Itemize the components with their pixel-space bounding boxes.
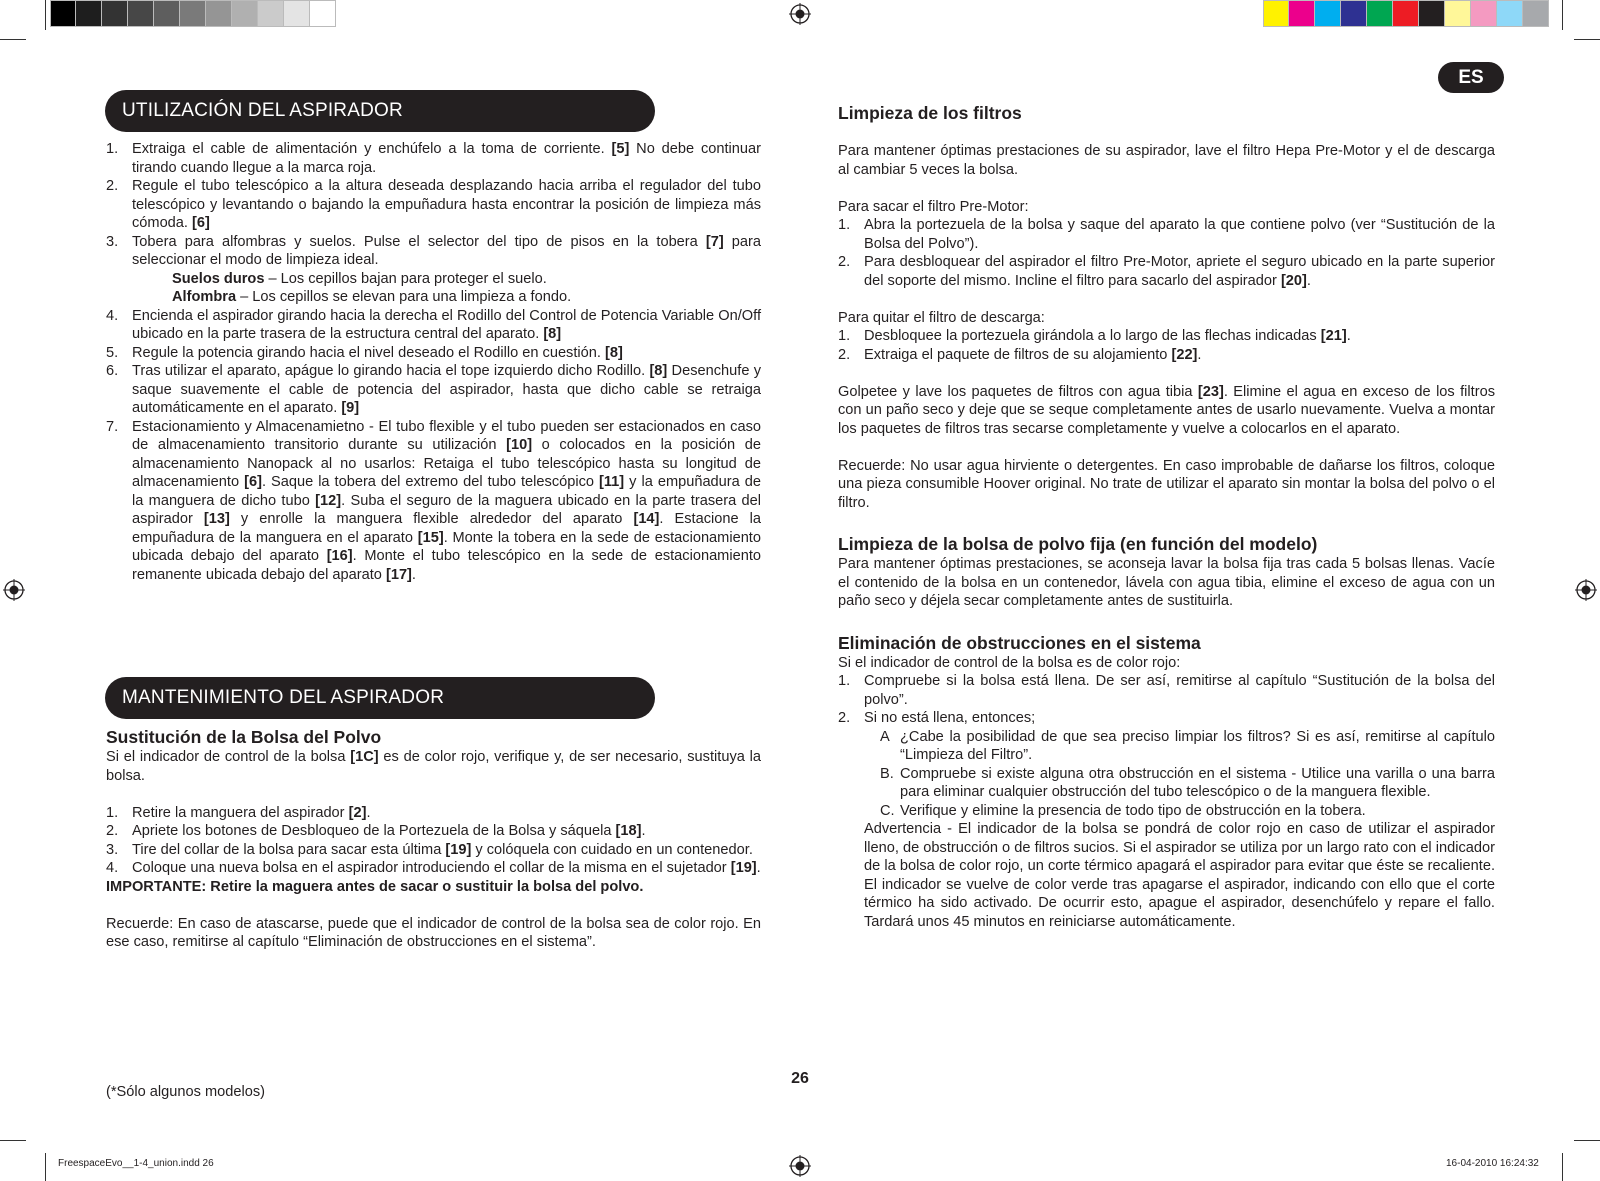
color-calibration-bar (1263, 0, 1549, 28)
text-run: Abra la portezuela de la bolsa y saque del aparato la que contiene polvo (ver “Sustitución de la Bolsa del Polvo”). (864, 217, 1495, 252)
figure-reference: [13] (203, 511, 230, 527)
list-item-text (132, 363, 761, 416)
calibration-swatch (1523, 0, 1549, 27)
list-item-text (132, 842, 753, 858)
figure-reference: [6] (244, 474, 262, 490)
figure-reference: [1C] (350, 749, 379, 765)
floor-mode-description: – Los cepillos se elevan para una limpieza a fondo. (236, 289, 572, 305)
sub-list-item (864, 728, 1495, 765)
text-run: y enrolle la manguera flexible alrededor del aparato (229, 511, 634, 527)
list-item-text (864, 217, 1495, 252)
floor-mode-description: – Los cepillos bajan para proteger el suelo. (264, 270, 547, 287)
registration-mark-icon (3, 579, 25, 601)
figure-reference: [5] (611, 141, 630, 157)
list-number: 1. (838, 217, 851, 233)
list-number: 2. (838, 346, 851, 363)
text-run: Desenchufe y saque suavemente el cable de potencia del aspirador, hasta que dicho cable se retraiga automáticamente en el aparato. (132, 363, 762, 416)
text-run: para seleccionar el modo de limpieza ideal. (132, 233, 761, 268)
crop-mark (45, 1153, 46, 1181)
figure-reference: [9] (341, 400, 360, 416)
list-number: 2. (838, 254, 851, 270)
crop-mark (45, 0, 46, 30)
obstruction-intro: Si el indicador de control de la bolsa es de color rojo: (838, 654, 1181, 671)
figure-reference: [8] (605, 344, 623, 361)
list-number: 2. (106, 178, 119, 194)
fixed-bag-title: Limpieza de la bolsa de polvo fija (en función del modelo) (838, 534, 1318, 554)
filters-remember-note: Recuerde: No usar agua hirviente o detergentes. En caso improbable de dañarse los filtros, coloque una pieza consumible Hoover original. No trate de utilizar el aparato sin montar la bolsa del polvo o el filtro. (838, 457, 1495, 511)
list-item (838, 672, 1495, 709)
text-run: Retire la manguera del aspirador (132, 804, 349, 821)
list-number: 4. (106, 307, 119, 324)
print-slug-file: FreespaceEvo__1-4_union.indd 26 (58, 1158, 214, 1169)
text-run: Apriete los botones de Desbloqueo de la Portezuela de la Bolsa y sáquela (132, 823, 616, 839)
text-run: Regule el tubo telescópico a la altura deseada desplazando hacia arriba el regulador del tubo telescópico y levantando o bajando la empuñadura hasta encontrar la posición de limpieza más cómoda. (132, 178, 761, 231)
right-column (838, 102, 1495, 931)
remember-note: Recuerde: En caso de atascarse, puede que el indicador de control de la bolsa sea de color rojo. En ese caso, remitirse al capítulo “Eliminación de obstrucciones en el sistema”. (106, 915, 761, 950)
list-item (838, 327, 1495, 346)
calibration-swatch (1289, 0, 1315, 27)
text-run: Tire del collar de la bolsa para sacar esta última (132, 841, 446, 858)
floor-mode-name: Alfombra (172, 289, 237, 305)
figure-reference: [21] (1320, 328, 1347, 344)
text-run: Si el indicador de control de la bolsa (106, 749, 351, 765)
figure-reference: [10] (506, 437, 533, 453)
obstruction-steps-list (838, 672, 1495, 728)
exhaust-label: Para quitar el filtro de descarga: (838, 309, 1045, 326)
wash-paragraph (838, 383, 1495, 439)
list-item-text (132, 308, 761, 343)
text-run: y colóquela con cuidado en un contenedor. (471, 841, 753, 858)
calibration-swatch (154, 0, 180, 27)
list-item (106, 362, 761, 418)
calibration-swatch (284, 0, 310, 27)
calibration-swatch (1497, 0, 1523, 27)
sub-list-letter: B. (880, 765, 894, 782)
premotor-label: Para sacar el filtro Pre-Motor: (838, 198, 1029, 215)
figure-reference: [18] (615, 823, 642, 839)
list-item (106, 140, 761, 177)
list-number: 1. (838, 328, 851, 344)
calibration-swatch (76, 0, 102, 27)
sub-list-text: Compruebe si existe alguna otra obstrucción en el sistema - Utilice una varilla o una barra para eliminar cualquier obstrucción del tubo telescópico o de la manguera flexible. (900, 765, 1495, 800)
list-number: 5. (106, 344, 119, 361)
text-run: Tobera para alfombras y suelos. Pulse el selector del tipo de pisos en la tobera (132, 233, 706, 250)
important-note: IMPORTANTE: Retire la maguera antes de sacar o sustituir la bolsa del polvo. (106, 878, 644, 895)
calibration-swatch (50, 0, 76, 27)
text-run: Para desbloquear del aspirador el filtro Pre-Motor, apriete el seguro ubicado en la parte superior del soporte del mismo. Incline el filtro para sacarlo del aspirador (864, 254, 1495, 289)
obstruction-title: Eliminación de obstrucciones en el sistema (838, 632, 1201, 653)
text-run: Encienda el aspirador girando hacia la derecha el Rodillo del Control de Potencia Variable On/Off ubicado en la parte trasera de la estructura central del aparato. (132, 307, 761, 342)
section-header-maintenance: MANTENIMIENTO DEL ASPIRADOR (105, 677, 655, 719)
text-run: es de color rojo, verifique y, de ser necesario, sustituya la bolsa. (106, 749, 761, 784)
calibration-swatch (128, 0, 154, 27)
text-run: . (641, 823, 646, 839)
figure-reference: [19] (730, 860, 757, 876)
list-number: 2. (106, 823, 119, 839)
figure-reference: [23] (1197, 383, 1224, 400)
crop-mark (1574, 1140, 1600, 1141)
list-item (838, 216, 1495, 253)
calibration-swatch (1471, 0, 1497, 27)
text-run: . (366, 804, 371, 821)
text-run: . Monte el tubo telescópico en la sede de estacionamiento remanente ubicada debajo del aparato (132, 548, 761, 583)
fixed-bag-text: Para mantener óptimas prestaciones, se aconseja lavar la bolsa fija tras cada 5 bolsas llenas. Vacíe el contenido de la bolsa en un contenedor, lávela con agua tibia, elimine el exceso de agua con un paño seco y déjela secar completamente antes de sustituirla. (838, 556, 1495, 609)
text-run: . (1306, 272, 1311, 289)
text-run: Estacionamiento y Almacenamietno - El tubo flexible y el tubo pueden ser estacionados en caso de almacenamiento transitorio durante su utilización (132, 418, 761, 453)
figure-reference: [16] (326, 548, 353, 564)
text-run: Extraiga el cable de alimentación y enchúfelo a la toma de corriente. (132, 141, 612, 157)
list-item (838, 346, 1495, 365)
text-run: y la empuñadura de la manguera de dicho tubo (132, 474, 762, 509)
footnote: (*Sólo algunos modelos) (106, 1084, 265, 1100)
sub-list-letter: C. (880, 802, 895, 819)
list-item-text: Compruebe si la bolsa está llena. De ser así, remitirse al capítulo “Sustitución de la bolsa del polvo”. (864, 673, 1495, 708)
premotor-steps-list (838, 216, 1495, 290)
calibration-swatch (232, 0, 258, 27)
list-item-text (132, 419, 761, 583)
sub-list-item (864, 802, 1495, 821)
text-run: Tras utilizar el aparato, apágue lo girando hacia el tope izquierdo dicho Rodillo. (132, 363, 650, 379)
text-run: Desbloquee la portezuela girándola a lo largo de las flechas indicadas (864, 328, 1321, 344)
calibration-swatch (180, 0, 206, 27)
warning-text: Advertencia - El indicador de la bolsa se pondrá de color rojo en caso de utilizar el aspirador lleno, de obstrucción o de filtros sucios. Si el aspirador se utiliza por un largo rato con el indicador de la bolsa de color rojo, un corte térmico apagará el aspirador para evitar que éste se recaliente. El indicador se vuelve de color verde tras apagarse el aspirador, indicando con ello que el corte térmico ha sido activado. De ocurrir esto, apague el aspirador, desenchúfelo y repare el fallo. Tardará unos 45 minutos en reiniciarse automáticamente. (864, 821, 1495, 930)
text-run: . (1197, 346, 1202, 363)
list-number: 3. (106, 841, 119, 858)
language-badge: ES (1438, 62, 1504, 93)
calibration-swatch (310, 0, 336, 27)
list-item-text (132, 178, 761, 231)
obstruction-substeps-list (838, 728, 1495, 821)
list-item-text (864, 254, 1495, 289)
figure-reference: [14] (633, 511, 660, 527)
floor-mode-name: Suelos duros (172, 270, 265, 287)
list-item-text (864, 347, 1201, 363)
text-run: o colocados en la posición de almacenamiento Nanopack al no usarlos: Retaiga el tubo telescópico hasta su longitud de almacenamiento (132, 437, 761, 490)
list-item-text (132, 805, 371, 821)
list-item (106, 344, 761, 363)
print-slug-date: 16-04-2010 16:24:32 (1446, 1158, 1539, 1169)
exhaust-steps-list (838, 327, 1495, 364)
section-header-usage: UTILIZACIÓN DEL ASPIRADOR (105, 90, 655, 132)
list-item-text (864, 328, 1351, 344)
text-run: Golpetee y lave los paquetes de filtros con agua tibia (838, 383, 1198, 400)
list-number: 3. (106, 233, 119, 250)
list-item (106, 307, 761, 344)
list-item (106, 841, 761, 860)
bag-block (106, 726, 761, 952)
bag-intro-text (106, 748, 761, 785)
list-item (106, 233, 761, 270)
list-number: 6. (106, 363, 119, 379)
grayscale-calibration-bar (50, 0, 336, 28)
text-run: . Saque la tobera del extremo del tubo telescópico (261, 474, 600, 490)
floor-mode-item (172, 270, 761, 289)
crop-mark (1574, 39, 1600, 40)
text-run: . (1346, 328, 1351, 344)
calibration-swatch (1367, 0, 1393, 27)
text-run: . Estacione la empuñadura de la manguera en el aparato (132, 511, 761, 546)
sub-list-text: ¿Cabe la posibilidad de que sea preciso limpiar los filtros? Si es así, remitirse al capítulo “Limpieza del Filtro”. (900, 728, 1495, 763)
page-number: 26 (791, 1070, 809, 1087)
list-number: 2. (838, 710, 851, 726)
crop-mark (1562, 1153, 1563, 1181)
list-number: 1. (106, 141, 119, 157)
sub-list-letter: A (880, 728, 890, 745)
figure-reference: [17] (385, 566, 412, 583)
figure-reference: [6] (192, 215, 210, 231)
text-run: . (411, 566, 416, 583)
text-run: No debe continuar tirando cuando llegue a la marca roja. (132, 141, 761, 176)
crop-mark (1562, 0, 1563, 30)
calibration-swatch (1419, 0, 1445, 27)
registration-mark-icon (789, 3, 811, 25)
list-item (106, 822, 761, 841)
bag-replacement-title: Sustitución de la Bolsa del Polvo (106, 727, 382, 747)
calibration-swatch (1445, 0, 1471, 27)
figure-reference: [8] (649, 363, 668, 379)
figure-reference: [19] (445, 841, 472, 858)
figure-reference: [12] (315, 492, 342, 509)
list-item (838, 253, 1495, 290)
sub-list-item (864, 765, 1495, 802)
list-item-text (132, 345, 623, 361)
list-item (838, 709, 1495, 728)
list-item (106, 804, 761, 823)
figure-reference: [22] (1171, 346, 1198, 363)
figure-reference: [2] (348, 804, 367, 821)
list-item-text (132, 141, 761, 176)
text-run: Coloque una nueva bolsa en el aspirador introduciendo el collar de la misma en el sujetador (132, 860, 731, 876)
usage-list-continued (106, 307, 761, 585)
list-number: 7. (106, 418, 119, 435)
figure-reference: [8] (543, 326, 562, 342)
calibration-swatch (206, 0, 232, 27)
list-item-text (132, 234, 761, 269)
registration-mark-icon (1575, 579, 1597, 601)
calibration-swatch (1315, 0, 1341, 27)
floor-mode-item (172, 288, 761, 307)
list-item-text (132, 860, 761, 876)
text-run: Extraiga el paquete de filtros de su alojamiento (864, 346, 1172, 363)
calibration-swatch (1341, 0, 1367, 27)
text-run: . Suba el seguro de la maguera ubicado en la parte trasera del aspirador (132, 492, 761, 527)
calibration-swatch (1263, 0, 1289, 27)
figure-reference: [20] (1280, 272, 1307, 289)
list-item (106, 418, 761, 585)
list-item (106, 859, 761, 878)
usage-list (106, 140, 761, 270)
calibration-swatch (258, 0, 284, 27)
calibration-swatch (1393, 0, 1419, 27)
usage-block (106, 140, 761, 584)
filters-title: Limpieza de los filtros (838, 103, 1022, 123)
text-run: . Monte la tobera en la sede de estacionamiento ubicada debajo del aparato (132, 529, 761, 564)
floor-mode-list (106, 270, 761, 307)
filters-intro: Para mantener óptimas prestaciones de su aspirador, lave el filtro Hepa Pre-Motor y el de descarga al cambiar 5 veces la bolsa. (838, 143, 1495, 178)
list-number: 4. (106, 860, 119, 876)
text-run: . (756, 860, 761, 876)
list-item (106, 177, 761, 233)
list-item-text: Si no está llena, entonces; (864, 710, 1036, 726)
figure-reference: [7] (705, 233, 724, 250)
figure-reference: [11] (599, 474, 625, 490)
list-number: 1. (838, 673, 851, 689)
text-run: Regule la potencia girando hacia el nivel deseado el Rodillo en cuestión. (132, 344, 605, 361)
calibration-swatch (102, 0, 128, 27)
crop-mark (0, 1140, 26, 1141)
list-item-text (132, 823, 646, 839)
registration-mark-icon (789, 1155, 811, 1177)
crop-mark (0, 39, 26, 40)
list-number: 1. (106, 804, 119, 821)
figure-reference: [15] (417, 529, 444, 546)
sub-list-text: Verifique y elimine la presencia de todo tipo de obstrucción en la tobera. (900, 802, 1366, 819)
bag-steps-list (106, 804, 761, 878)
text-run: . Elimine el agua en exceso de los filtros con un paño seco y deje que se seque completamente antes de usarlo nuevamente. Vuelva a montar los paquetes de filtros tras secarse completamente y vuelve a colocarlos en el aparato. (838, 383, 1495, 437)
